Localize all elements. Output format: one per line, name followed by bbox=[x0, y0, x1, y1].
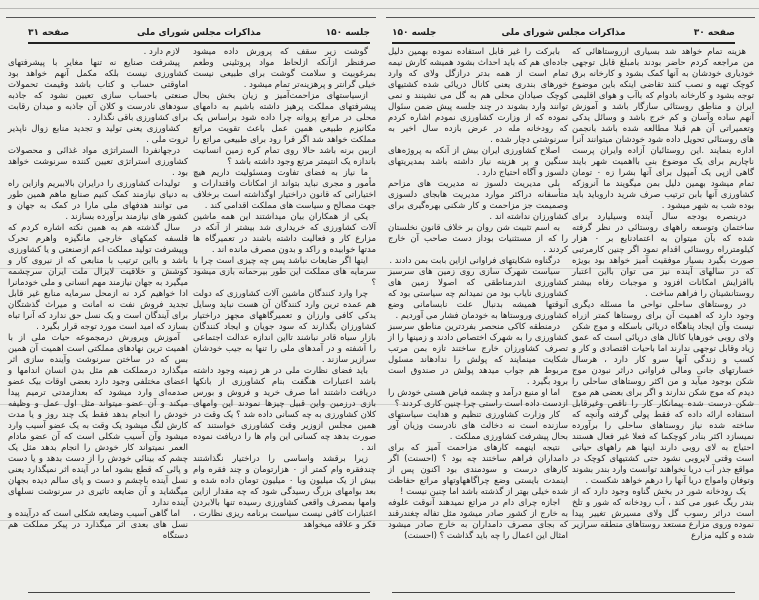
paragraph: گوشت زیر سقف که پرورش داده میشود صرفنظر ازآنکه ازلحاظ مواد پروتئینی وطعم بمرغوبیت و سلامت گوشت برای طبیعی نیست خیلی گرانتر و پرهزینه‌تر تمام میشود . bbox=[193, 47, 376, 90]
paragraph: یک رودخانه شور در بخش گناوه وجود دارد که از بندر ریگ عبور می کند ، آب رودخانه که شور و تلخ است دراثر رسوب گل ولای مسیرش تغییر پیدا نموده وروی مزارع مستعد روستاهای منطقه سرازیر شده و کلیه مزارع bbox=[572, 487, 754, 541]
paragraph: زیرا برقشد واساسی را دراختیار نگذاشتند چندفقره وام کمتر از ۰ هزارتومان و چند فقره وام بیش از یک میلیون وبا ۰ میلیون تومان داده شده و بعد بوامهای بزرگ رسیدگی شود که چه مقدار ازاین وامها بمصرف واقعی کشاورزی رسیده تنها بالابردن اعتبارات کافی نیست سیاست برنامه ریزی نظارت ، فکر و علاقه میخواهد bbox=[193, 454, 376, 530]
paragraph: آموزش وپرورش درمجموعه حیات ملی از با اهمیت ترین نهادهای مملکتی است اهمیت آن همین بس که در ساختن سرنوشت وآینده سازی اثر میگذارد درمملکت هم مثل بدن انسان اندامها و اعضای مختلفی وجود دارد بعضی اوقات بیک عضو صدمه‌ای وارد میشود که بعدازمدتی ترمیم پیدا میکند و آن عضو میتواند مثل اول عمل و وظیفه خودش را انجام بدهد فقط یک چند روز و یا مدت کارش لنگ میشود یک وقت به یک عضو آسیب وارد میشود وآن آسیب شکلی است که آن عضو مادام العمر نمیتواند کار خودش را انجام بدهد مثل یک چشم که بینائی خودش را از دست بدهد و یا دست و پائی که قطع بشود اما در آینده اثر نمیگذارد یعنی نسل آینده باچشم و دست و پای سالم دیده بجهان میگشاید و آن ضایعه تاثیری در سرنوشت نسلهای آینده ندارد bbox=[8, 333, 188, 508]
paragraph: به اسم تثبیت شن روان بر خلاف قانون نخلستان را که از مستثنیات بوداز دست صاحب آن خارج کردند . bbox=[388, 223, 568, 255]
page-number: صفحه ۳۰ bbox=[693, 28, 735, 38]
paragraph: بلی مدیریت دلسوز نه مدیریت های مزاحم متأسفانه دراکثر موارد مدیریت هابجای دلسوزی وصمیمت جز مزاحمت و کار شکنی بهره‌گیری برای کشاورزان نداشته اند . bbox=[388, 179, 568, 222]
paragraph: درجهانفردا الستراتژی مواد غذائی و محصولات کشاورزی استراتژی تعیین کننده سرنوشت خواهد بود . bbox=[8, 146, 188, 178]
text-column-left bbox=[388, 47, 568, 542]
paragraph: تولیدات کشاورزی را درایران بالاببریم وازاین راه به دنیای نیازمند کمک کنیم صنایع ماهم همین طور می توانند هدفهای ملی مارا در کمک به جهان و کشور های نیازمند برآورده بسازند . bbox=[8, 179, 188, 222]
paragraph: ازسیاستهای مزاحمت‌آمیز و زیان بخش بحال پیشرفتهای مملکت پرهیز داشته باشیم به دامهای محلی در مراتع پروانه چرا داده شود براساس یک مکانیزم طبیعی همین عمل باعث تقویت مراتع مملکت خواهد شد اگر فرا رود برای طبیعی مراتع را ازبین برنه باشد حالا روی تمام کره زمین انسانیت باندازه یک انتیمتر مرتع وجود داشته باشد ؟ bbox=[193, 91, 376, 167]
paragraph: کار وزارت کشاورزی تنظیم و هدایت سیاستهای سازنده است نه دخالت های نادرست وزیان آور بحال پیشرفت کشاورزی مملکت . bbox=[388, 410, 568, 442]
journal-title: مذاکرات مجلس شورای ملی bbox=[136, 28, 262, 38]
paragraph: پیشرفت صنایع نه تنها مغایر با پیشرفتهای کشاورزی نیست بلکه مکمل آنهم خواهد بود اماوقتی حساب و کتاب باشد وقیمت تحمولات صنعتی باحساب سازی تعیین نشود که جاذبه سودهای نادرست و کلان آن جاذبه و میدان رقابت برای کشاورزی باقی نگذارد . bbox=[8, 58, 188, 123]
paragraph: نتیجه اینهمه کارهای مزاحمت آمیز که برای دامداران فراهم ساختند چه بود ؟ (احسنت) اگر کارهای درست و سودمندی بود اکنون پس از اینمدت بایستی وضع چراگاههاوتهاو مراتع حفاظت شده خیلی بهتر از گذشته باشد اما چنین نیست ! bbox=[388, 443, 568, 497]
paragraph: اینها اگر ضایعات نباشد پس چه چیزی است چرا با سرمایه های مملکت این طور بیرحمانه بازی میشود ؟ bbox=[193, 256, 376, 288]
page-header bbox=[28, 28, 370, 40]
top-divider bbox=[6, 17, 376, 18]
paragraph: اجازه چرای دام در مراتع نمیدهند آنوقت علوفه به خارج از کشور صادر میشود مثل تفاله چغندرقند که بجای مصرف دامداران به خارج صادر میشود امثال این اعمال را چه باید گذاشت ؟ (احسنت) bbox=[388, 498, 568, 541]
text-column-left bbox=[8, 47, 188, 542]
bottom-rule bbox=[392, 592, 735, 593]
paragraph: درگناوه شکایتهای فراوانی ازاین بابت بمن دادند . bbox=[389, 256, 560, 266]
text-column-right bbox=[193, 47, 376, 531]
paragraph: دربنصره بودجه سال آینده وسیلیارد برای ساختمان وتوسعه راههای روستائی در نظر گرفته شده که بآن میتوان به اعتمادنایع بر ۰ هزار کیلومترراه روستائی اقدام نمود اگر چنین کارمرتبی صورت بگیرد بسیار موفقیت آمیز خواهد بود بویژه که در سالهای آینده نیز می توان بااین اعتبار باافزایش امکانات افزود و موجبات رفاه بیشتر روستانشینان را فراهم ساخت . bbox=[572, 212, 755, 299]
top-divider bbox=[386, 17, 755, 18]
page-number: صفحه ۳۱ bbox=[28, 28, 70, 38]
header-rule bbox=[28, 42, 370, 44]
paragraph: اما گاهی آسیب وضایعه شکلی است که درآینده و نسل های بعدی اثر میگذارد در پیکر مملکت هم دستگاه bbox=[8, 509, 188, 541]
session-number: جلسه ۱۵۰ bbox=[325, 28, 370, 38]
paragraph: بابرکت را غیر قابل استفاده نموده بهمین دلیل جاده‌ای هم که باید احداث بشود همیشه کارش نیمه تمام است از همه بدتر درازگل ولای که وارد خورهای بندری یعنی کانال دریائی شده کشتیهای کوچک صیادان محلی هم به گل می نشینند و نمی توانند وارد بشوند در چند جلسه پیش ضمن سئوال نموده که از وزارت کشاورزی نمودم اشاره کردم که رودخانه مله در عرض بازده سال اخیر به سرنوشتی دچار شده . bbox=[388, 47, 568, 145]
paragraph: در روستاهای ساحلی نواحی ما مسئله دیگری وجود دارد که اهمیت آن برای روستاها کمتر ازراه نیست وآن ایجاد پناهگاه دریائی باسکله و موج شکن ولای روبی خورهایا کانال های دریائی است که عمق زیاد وقابل توجهی ندارند اما باحیات اقتصادی و کار و کسب و زندگی آنها سرو کار دارد ، هرسال خسارتهای جانی ومالی فراوانی دراثر نبودن موج شکن بوجود میآید و من اکثر روستاهای ساحلی را دیدم که موج شکن ندارند و اگر برای بعضی هم موج شکن درست شده پیمانکار کار را ناقص وغیرقابل استفاده ارائه داده که فقط پولی گرفته وآنچه که ساخته شده نیاز روستاهای ساحلی را برآورده نمیسازد اکثر بنادر کوچکما که فعلا غیر فعال هستند احتیاج به لای روبی دارند اینها هم راههای حیاتی است وقتی لایروبی نشود حتی کشتیهای کوچک در مواقع جذر آب دریا نخواهند توانست وارد بندر بشوند وتوفان وامواج دریا آنها را درهم خواهد شکست . bbox=[572, 300, 754, 486]
paragraph: سال گذشته هم به همین نکته اشاره کردم که فلسفه کمکهای خارجی مانگیزه واهرم تحرک وپیشرفت تولید مملکت اعم ازصنعتی و یا کشاورزی باشد و بااین ترتیب با منابعی که از نیروی کار و کوشش و خلاقیت لایزال ملت ایران سرچشمه میگیرد به جهان نیازمند مهم انسانی و ملی خودمانرا ادا خواهیم کرد نه ازمحل سرمایه منابع غیر قابل تجدید فروش نفت نه امانت و میراث گذشتگان برای آیندگان است و یک نسل حق ندارد که آنرا تباه بسازد که امید است مورد توجه قرار بگیرد . bbox=[8, 223, 188, 332]
paragraph: لازم دارد . bbox=[143, 47, 180, 57]
journal-title: مذاکرات مجلس شورای ملی bbox=[501, 28, 626, 38]
paragraph: درمنطقه کاکی منحصر بفردترین مناطق سرسبز کشاورزی را به شهرک اختصاص دادند و زمینها را از تصرف کشاورزان خارج ساختند تازه بمن مرتب شکایت مینمایند که پولش را ندادهاند مسئول مربوط هم جواب میدهد پولش در صندوق است برود بگیرد . bbox=[388, 322, 568, 387]
bottom-rule bbox=[28, 592, 370, 593]
paragraph: کشاورزی یعنی تولید و تجدید منابع زوال ناپذیر ثروت ملی . bbox=[8, 124, 188, 145]
page-header bbox=[392, 28, 735, 40]
text-column-right bbox=[572, 47, 754, 542]
session-number: جلسه ۱۵۰ bbox=[392, 28, 437, 38]
paragraph: اما او منبع درآمد و چشمه فیاض هستی خودش را ازدست داده است راستی چرا چنین کاری کردند ؟ bbox=[388, 388, 568, 409]
paragraph: اصلاح کشاورزی ایران بیش از آنکه به پروژه‌های سنگین و پر هزینه نیاز داشته باشد بمدیریتهای دلسوز و آگاه احتیاج دارد . bbox=[388, 146, 568, 178]
paragraph: چرا وارد کنندگان ماشین آلات کشاورزی که دولت هم عمده ترین وارد کنندگان آن هست نباید وسایل یدکی کافی وارزان و تعمیرگاههای مجهز دراختیار کشاورزان بگذارند که سود جویان و ایجاد کنندگان بازار سیاه قادر نباشند تااین اندازه عدالت اجتماعی را آشفته و در آمدهای ملی را تنها به جیب خودشان سرازیر سازند . bbox=[193, 289, 376, 365]
right-page bbox=[380, 0, 759, 600]
paragraph: یکی از همکاران بیان میداشتند این همه ماشین آلات کشاورزی که خریداری شد بیشتر از آنکه در مزارع کار و فعالیت داشته باشند در تعمیرگاه ها مدتها خوابیده و راکد و بدون مصرف مانده اند . bbox=[193, 212, 376, 255]
paragraph: هزینه تمام خواهد شد بسیاری ازروستاهائی که من مراجعه کردم حاضر بودند بامبلغ قابل توجهی خودیاری خودشان به آنها کمک بشود و کارخانه برق کوچک تهیه و نصب کنند تقاضی اینکه باین موضوع توجه بشود و کارخانه بادوام که باآب و هوای اقلیمی ایران و مناطق روستائی سازگار باشد و آموزش آنهم ساده وآسان و کم خرج باشد و وسائل یدکی وتعمیراتی آن هم قبلا مطالعه شده باشد بانجمن های روستائی تحویل داده شود خودشان ‌میتوانند آنرا اداره بنمایند .این روستائیان آزاده وایران پرست ناچاریم برای یک موضوع بنی بااهمیت شهر بایند گاهی ازپی یک آمپول برای آنها بشرا زه ۰ تومان تمام میشود بهمین دلیل بمن میگویند ما آنروزکه کشاورزی آنها بابن ترتیب صرف شرید داروباید باید بوده شب به شهر میشود . bbox=[572, 47, 755, 211]
header-rule bbox=[392, 42, 735, 44]
paragraph: ما نیاز به فضای تفاوت ومسئولیت داریم هیچ مأمور و مجری نباید بتواند از امکانات واقتدارات و اختیاراتی که قانون دراختیار اوگذاشته است برخلاف جهت مصالح و سیاست های مملکت اقدامی کند . bbox=[193, 168, 376, 211]
paragraph: باید فضای نظارت ملی در هر زمینه وجود داشته باشد اعتبارات هنگفت بنام کشاورزی از بانکها دریافت داشتند اما صرف خرید و فروش و بورس بازی درزمین واین قبیل چیزها نمودند این وامهای کلان کشاورزی به چه کسانی داده شد ؟ یک وقت در همین مجلس ازوزیر وقت کشاورزی خواستند که صورت بدهد چه کسانی این وام ها را دریافت نموده اند . bbox=[193, 366, 376, 453]
paragraph: سیاست شهرک سازی روی زمین های سرسبز کشاورزی اندرمناطقی که اصولا زمین های کشاورزی نایاب بود من نمیدانم چه سیاستی بود که آنوقتها همیشه بدنبال علت نابسامانی وضع کشاورزی وروستاها به خودمان فشار می آوردیم . bbox=[388, 267, 568, 321]
